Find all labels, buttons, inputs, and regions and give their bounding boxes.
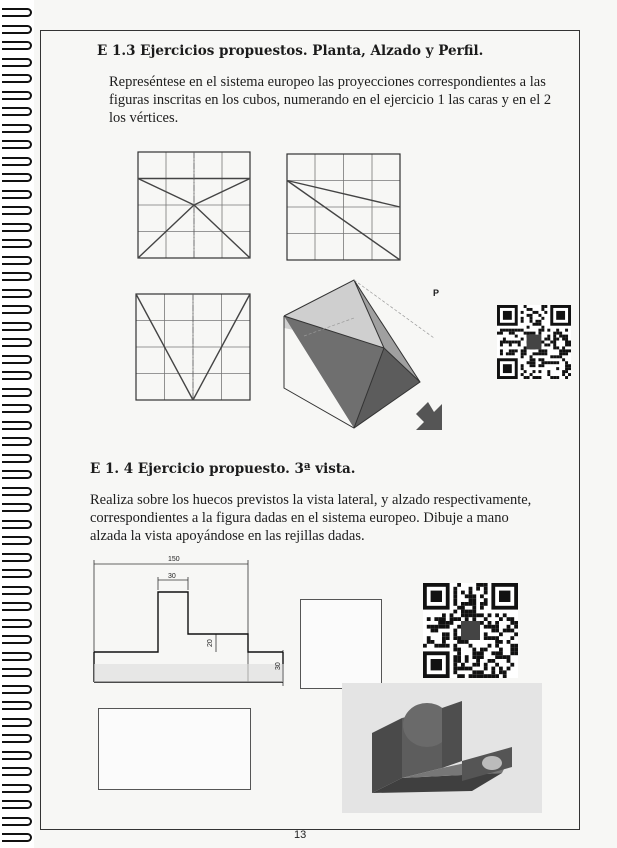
exercise-1-4-line-2: correspondientes a la figura dadas en el sistema europeo. Dibuje a mano — [90, 510, 509, 526]
spiral-coil — [2, 619, 32, 628]
spiral-coil — [2, 140, 32, 149]
dimension-150: 150 — [168, 556, 180, 563]
spiral-coil — [2, 91, 32, 100]
front-view-answer-box[interactable] — [98, 708, 251, 790]
spiral-coil — [2, 751, 32, 760]
isometric-cube-figure — [284, 278, 444, 432]
exercise-1-3-line-3: los vértices. — [109, 110, 179, 126]
spiral-coil — [2, 256, 32, 265]
spiral-coil — [2, 107, 32, 116]
spiral-coil — [2, 784, 32, 793]
spiral-coil — [2, 272, 32, 281]
spiral-coil — [2, 41, 32, 50]
qr-code-icon — [423, 583, 518, 678]
spiral-coil — [2, 322, 32, 331]
spiral-coil — [2, 355, 32, 364]
spiral-coil — [2, 718, 32, 727]
axis-label-p: P — [433, 288, 440, 298]
spiral-coil — [2, 470, 32, 479]
spiral-coil — [2, 421, 32, 430]
spiral-coil — [2, 685, 32, 694]
spiral-coil — [2, 701, 32, 710]
spiral-coil — [2, 767, 32, 776]
exercise-1-4-line-1: Realiza sobre los huecos previstos la vista lateral, y alzado respectivamente, — [90, 492, 532, 508]
spiral-coil — [2, 173, 32, 182]
projection-grid-1 — [138, 152, 250, 258]
projection-grid-3 — [136, 294, 250, 400]
spiral-coil — [2, 833, 32, 842]
spiral-coil — [2, 503, 32, 512]
spiral-coil — [2, 668, 32, 677]
spiral-coil — [2, 8, 32, 17]
qr-code-icon — [497, 305, 571, 379]
spiral-coil — [2, 635, 32, 644]
exercise-1-4-line-3: alzada la vista apoyándose en las rejillas dadas. — [90, 528, 365, 544]
spiral-coil — [2, 305, 32, 314]
spiral-coil — [2, 58, 32, 67]
spiral-coil — [2, 289, 32, 298]
technical-drawing-front-view — [88, 552, 298, 692]
spiral-coil — [2, 74, 32, 83]
spiral-coil — [2, 536, 32, 545]
spiral-coil — [2, 652, 32, 661]
spiral-coil — [2, 553, 32, 562]
spiral-coil — [2, 124, 32, 133]
spiral-coil — [2, 487, 32, 496]
spiral-coil — [2, 190, 32, 199]
spiral-coil — [2, 454, 32, 463]
rendered-3d-piece — [342, 683, 542, 813]
spiral-coil — [2, 157, 32, 166]
page-number: 13 — [294, 829, 307, 841]
spiral-coil — [2, 586, 32, 595]
spiral-coil — [2, 520, 32, 529]
exercise-1-3-line-1: Represéntese en el sistema europeo las proyecciones correspondientes a las — [109, 74, 546, 90]
projection-grid-2 — [287, 154, 400, 260]
exercise-1-3-title: E 1.3 Ejercicios propuestos. Planta, Alzado y Perfil. — [97, 43, 484, 59]
spiral-coil — [2, 817, 32, 826]
spiral-coil — [2, 602, 32, 611]
spiral-coil — [2, 388, 32, 397]
spiral-coil — [2, 223, 32, 232]
dimension-30-side: 30 — [275, 662, 282, 670]
spiral-coil — [2, 569, 32, 578]
spiral-coil — [2, 800, 32, 809]
spiral-binding — [0, 0, 34, 848]
spiral-coil — [2, 25, 32, 34]
spiral-coil — [2, 239, 32, 248]
spiral-coil — [2, 338, 32, 347]
exercise-1-3-line-2: figuras inscritas en los cubos, numerando en el ejercicio 1 las caras y en el 2 — [109, 92, 552, 108]
spiral-coil — [2, 206, 32, 215]
spiral-coil — [2, 371, 32, 380]
dimension-30-top: 30 — [168, 573, 176, 580]
dimension-20: 20 — [207, 639, 214, 647]
exercise-1-4-title: E 1. 4 Ejercicio propuesto. 3ª vista. — [90, 461, 356, 477]
spiral-coil — [2, 404, 32, 413]
spiral-coil — [2, 437, 32, 446]
side-view-answer-box[interactable] — [300, 599, 382, 689]
spiral-coil — [2, 734, 32, 743]
